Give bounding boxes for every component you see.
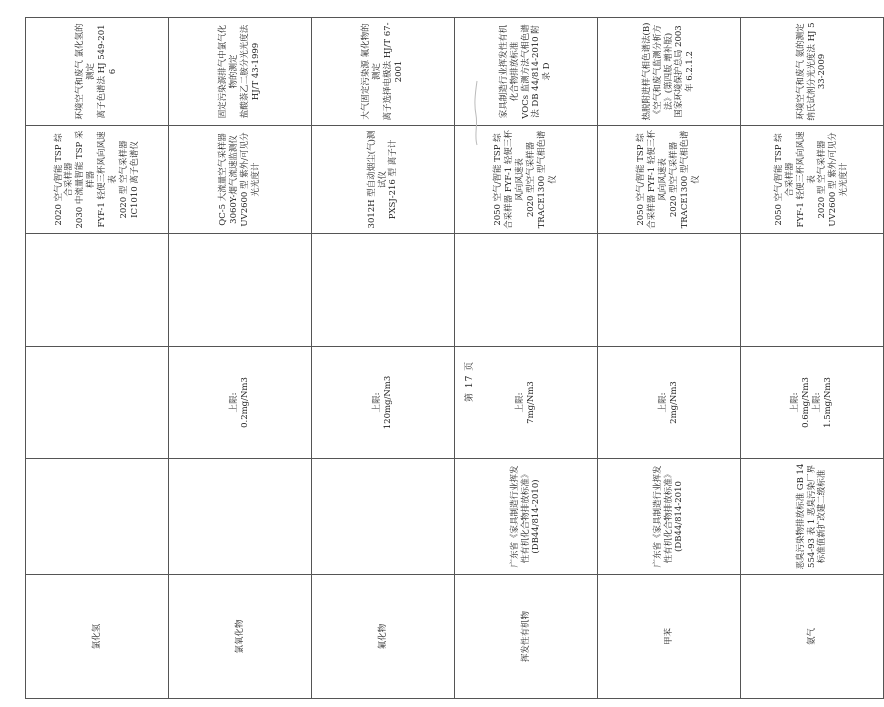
standard-text: (DB44/814-2010) <box>531 479 542 554</box>
parameter-cell: 氟化物 <box>312 575 455 699</box>
method-cell <box>169 234 312 347</box>
standard-cell <box>741 459 884 575</box>
range-text: 上限: <box>515 392 526 413</box>
instrument-text: 3012H 型自动烟尘(气)测试仪 <box>366 130 388 229</box>
instrument-text: 3060Y-烟气流速监测仪 <box>229 135 240 224</box>
instrument-text: UV2600 型 紫外/可见分光光度计 <box>240 132 261 227</box>
parameter-cell: 氯氧化物 <box>169 575 312 699</box>
criteria-text: 离子色谱法 HJ 549-2016 <box>97 24 118 119</box>
standard-cell <box>312 459 455 575</box>
table-row <box>598 18 741 699</box>
page-number: 第 17 页 <box>465 360 475 402</box>
instrument-text: FYF-1 轻便三杯风向风速表 <box>97 131 118 228</box>
standard-text: 广东省《家具制造行业挥发性有机化合物排放标准》 <box>652 465 674 568</box>
criteria-cell <box>598 18 741 126</box>
instrument-text: 2020 型 空气采样器 <box>118 140 129 219</box>
range-text: 上限: <box>372 392 383 413</box>
criteria-text: 纳氏试剂分光光度法 HJ 533-2009 <box>806 22 828 121</box>
instrument-text: PXSJ-216 型 离子计 <box>388 139 399 220</box>
method-cell <box>741 234 884 347</box>
method-cell <box>598 234 741 347</box>
instrument-text: 2020 型空气采样器 <box>526 141 536 218</box>
instrument-text: IC1010 离子色谱仪 <box>129 141 140 218</box>
parameter-cell: 挥发性有机物 <box>455 575 598 699</box>
range-cell <box>169 347 312 459</box>
method-cell <box>26 234 169 347</box>
instrument-text: TRACE1300 型气相色谱仪 <box>679 130 701 229</box>
criteria-cell <box>312 18 455 126</box>
standard-cell <box>455 459 598 575</box>
standard-text: 广东省《家具制造行业挥发性有机化合物排放标准》 <box>509 465 531 568</box>
criteria-text: 盐酸萘乙二胺分光光度法 HJ/T 43-1999 <box>240 24 261 119</box>
instrument-text: 2050 空气/智能 TSP 综合采样器 <box>773 133 795 226</box>
table-row <box>26 18 169 699</box>
criteria-cell <box>741 18 884 126</box>
instrument-text: FYF-1 轻便三杯风向风速表 <box>795 131 817 228</box>
instrument-text: 2050 空气/智能 TSP 综合采样器 FYF-1 轻便三杯风向风速表 <box>636 130 669 229</box>
table-row <box>312 18 455 699</box>
range-text: 0.2mg/Nm3 <box>240 377 250 428</box>
monitoring-methods-table <box>25 17 884 699</box>
criteria-text: 环境空气和废气 氯化氢的测定 <box>75 23 97 120</box>
instrument-cell <box>169 126 312 234</box>
criteria-cell <box>26 18 169 126</box>
standard-cell <box>598 459 741 575</box>
instrument-text: 2030 中流量智能 TSP 采样器 <box>75 130 97 229</box>
range-cell <box>598 347 741 459</box>
method-cell <box>455 234 598 347</box>
instrument-cell <box>741 126 884 234</box>
criteria-text: 环境空气和废气 氨的测定 <box>795 23 806 120</box>
range-text: 2mg/Nm3 <box>669 381 679 424</box>
instrument-text: 2050 空气/智能 TSP 综合采样器 FYF-1 轻便三杯风向风速表 <box>493 130 526 229</box>
standard-text: 恶臭污染物排放标准 GB 14554-93 表 1 恶臭污染厂界标准值新扩改建二级标准 <box>795 463 828 570</box>
range-text: 上限: <box>790 392 801 413</box>
instrument-text: TRACE1300 型气相色谱仪 <box>536 130 558 229</box>
instrument-text: 2020 空气/智能 TSP 综合采样器 <box>53 133 75 226</box>
table-row <box>741 18 884 699</box>
instrument-text: UV2600 型 紫外/可见分光光度计 <box>828 132 850 227</box>
instrument-cell <box>26 126 169 234</box>
criteria-text: 大气固定污染源 氟化物的测定 <box>361 23 383 120</box>
range-cell <box>26 347 169 459</box>
standard-text: (DB44/814-2010 <box>674 481 685 552</box>
range-cell <box>741 347 884 459</box>
criteria-text: 热脱附进样气相色谱法(B)《空气和废气监测分析方法》(第四版 增补版) <box>641 22 674 121</box>
standard-cell <box>26 459 169 575</box>
pencil-mark <box>472 77 480 147</box>
parameter-cell: 氯化氢 <box>26 575 169 699</box>
range-text: 1.5mg/Nm3 <box>822 377 833 428</box>
instrument-text: QC-5 大流量空气采样器 <box>218 133 229 226</box>
method-cell <box>312 234 455 347</box>
criteria-cell <box>169 18 312 126</box>
instrument-text: 2020 型空气采样器 <box>669 141 679 218</box>
table-row <box>169 18 312 699</box>
criteria-text: 家具制造行业挥发性有机化合物排放标准 <box>498 24 520 119</box>
criteria-text: 国家环境保护总局 2003 年 6.2.1.2 <box>674 25 696 118</box>
instrument-cell <box>312 126 455 234</box>
range-cell <box>312 347 455 459</box>
parameter-cell: 氨气 <box>741 575 884 699</box>
instrument-text: 2020 型 空气采样器 <box>817 140 828 219</box>
standard-cell <box>169 459 312 575</box>
criteria-text: 离子选择电极法 HJ/T 67-2001 <box>383 22 404 121</box>
range-text: 上限: <box>658 392 669 413</box>
parameter-cell: 甲苯 <box>598 575 741 699</box>
range-text: 120mg/Nm3 <box>383 375 393 430</box>
range-cell <box>455 347 598 459</box>
range-text: 7mg/Nm3 <box>526 381 536 424</box>
criteria-text: VOCs 监测方法气相色谱法 DB 44/814-2010 附录 D <box>520 24 553 119</box>
range-text: 0.6mg/Nm3 <box>801 377 812 428</box>
range-text: 上限: <box>229 392 240 413</box>
range-text: 上限: <box>812 392 822 413</box>
instrument-cell <box>598 126 741 234</box>
criteria-text: 固定污染源排气中氯气化物的测定 <box>218 24 240 119</box>
